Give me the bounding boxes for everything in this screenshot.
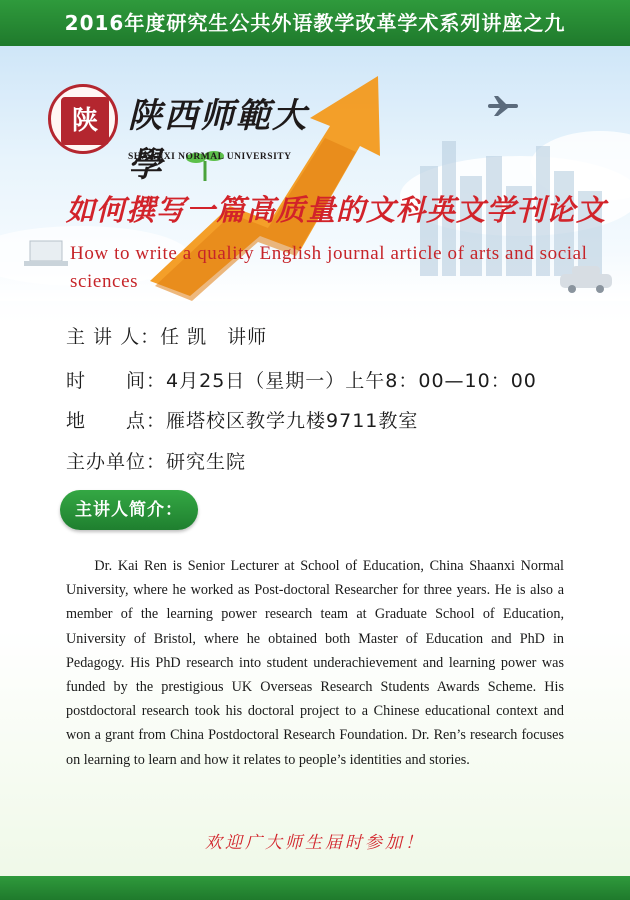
airplane-icon [488,96,518,116]
welcome-message: 欢迎广大师生届时参加！ [205,833,425,853]
speaker-bio-text: Dr. Kai Ren is Senior Lecturer at School of Education, China Shaanxi Normal University, where he worked as Post-doctoral Researcher for three years. He is also a member of the learning power research team at Graduate School of Education, University of Bristol, where he obtained both Master of Education and PhD in Pedagogy. His PhD research into student underachievement and learning power was funded by the prestigious UK Overseas Research Students Awards Scheme. His postdoctoral research took his doctoral project to a Chinese educational context and won a grant from China Postdoctoral Research Foundation. Dr. Ren’s research focuses on learning to learn and how it relates to people’s identities and stories. [66,558,564,768]
lecture-title-cn: 如何撰写一篇高质量的文科英文学刊论文 [66,193,607,227]
speaker-value: 任 凯 讲师 [160,326,268,348]
university-name-en: SHAANXI NORMAL UNIVERSITY [128,152,292,162]
bottom-bar [0,876,630,900]
university-name-cn: 陕西师範大學 [128,96,308,185]
series-banner-text: 2016年度研究生公共外语教学改革学术系列讲座之九 [64,11,566,35]
university-seal [48,84,118,154]
time-row [66,366,606,393]
host-row [66,447,606,474]
series-banner [0,0,630,46]
place-value: 雁塔校区教学九楼9711教室 [166,410,419,432]
place-label: 地 点： [66,410,167,432]
lecture-title-en: How to write a quality English journal article of arts and social sciences [70,243,588,292]
time-value: 4月25日（星期一）上午8：00—10：00 [166,370,537,392]
university-seal-char: 陕 [61,97,109,145]
university-logo [48,84,308,184]
time-label: 时 间： [66,370,167,392]
speaker-bio-heading: 主讲人简介： [60,490,198,530]
host-value: 研究生院 [166,451,247,473]
speaker-row [66,322,606,349]
speaker-label: 主 讲 人： [66,326,161,348]
host-label: 主办单位： [66,451,167,473]
laptop-icon [24,241,68,266]
place-row [66,406,606,433]
